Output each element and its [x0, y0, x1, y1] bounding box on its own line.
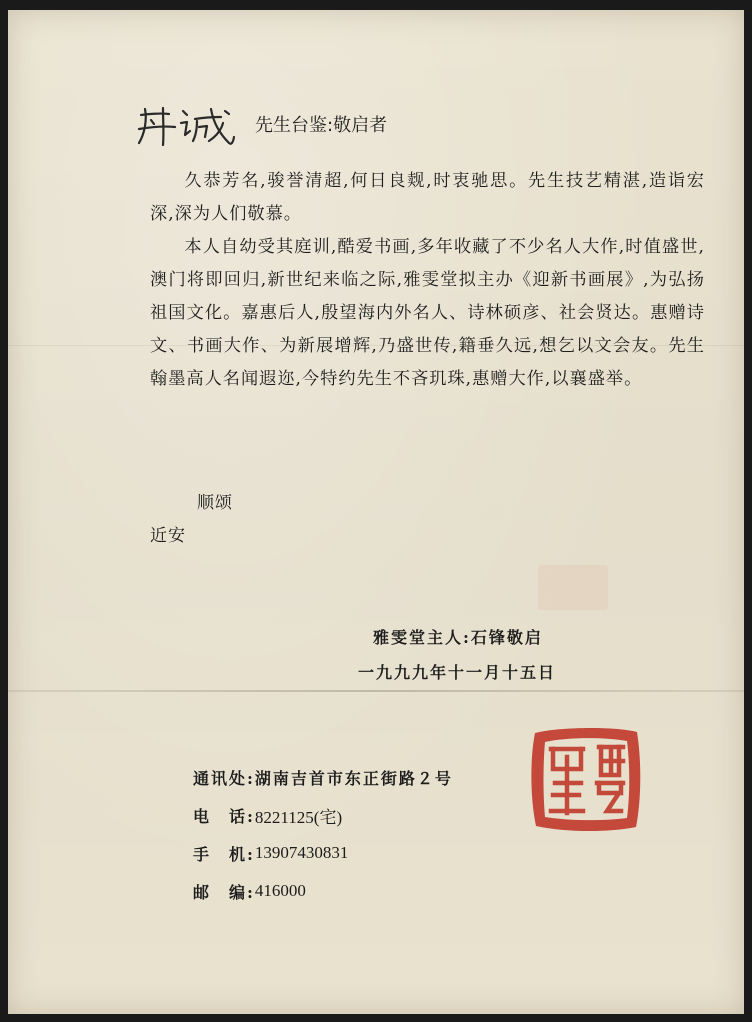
- faint-stamp-mark: [538, 565, 608, 610]
- contact-block: [193, 758, 453, 910]
- letter-paper: [8, 10, 744, 1014]
- mobile-label: 手 机:: [193, 844, 255, 864]
- closing-wish: 近安: [150, 526, 186, 546]
- salutation: 先生台鉴:敬启者: [255, 115, 388, 136]
- handwritten-recipient-name: [135, 103, 245, 148]
- sender-signature: 雅雯堂主人:石锋敬启: [373, 628, 543, 647]
- address-label: 通讯处:: [193, 768, 255, 788]
- postcode-label: 邮 编:: [193, 882, 255, 902]
- address-row: [193, 758, 453, 796]
- phone-label: 电 话:: [193, 806, 255, 826]
- letter-body: [150, 165, 705, 396]
- postcode-row: [193, 872, 453, 910]
- phone-row: [193, 796, 453, 834]
- closing-greeting: 顺颂: [197, 493, 233, 513]
- paragraph-2: 本人自幼受其庭训,酷爱书画,多年收藏了不少名人大作,时值盛世,澳门将即回归,新世纪来临之际,雅雯堂拟主办《迎新书画展》,为弘扬祖国文化。嘉惠后人,殷望海内外名人、诗林硕彦、社会贤达。惠赠诗文、书画大作、为新展增辉,乃盛世传,籍垂久远,想乞以文会友。先生翰墨高人名闻遐迩,今特约先生不吝玑珠,惠赠大作,以襄盛举。: [150, 237, 705, 389]
- paper-fold-line: [8, 690, 744, 692]
- postcode-value: 416000: [254, 881, 306, 900]
- address-value: 湖南吉首市东正街路２号: [254, 768, 453, 788]
- letter-date: 一九九九年十一月十五日: [358, 663, 557, 682]
- red-seal-stamp: [527, 723, 645, 834]
- mobile-value: 13907430831: [254, 843, 349, 862]
- paragraph-1: 久恭芳名,骏誉清超,何日良觌,时衷驰思。先生技艺精湛,造诣宏深,深为人们敬慕。: [150, 171, 705, 224]
- mobile-row: [193, 834, 453, 872]
- phone-value: 8221125(宅): [254, 807, 343, 827]
